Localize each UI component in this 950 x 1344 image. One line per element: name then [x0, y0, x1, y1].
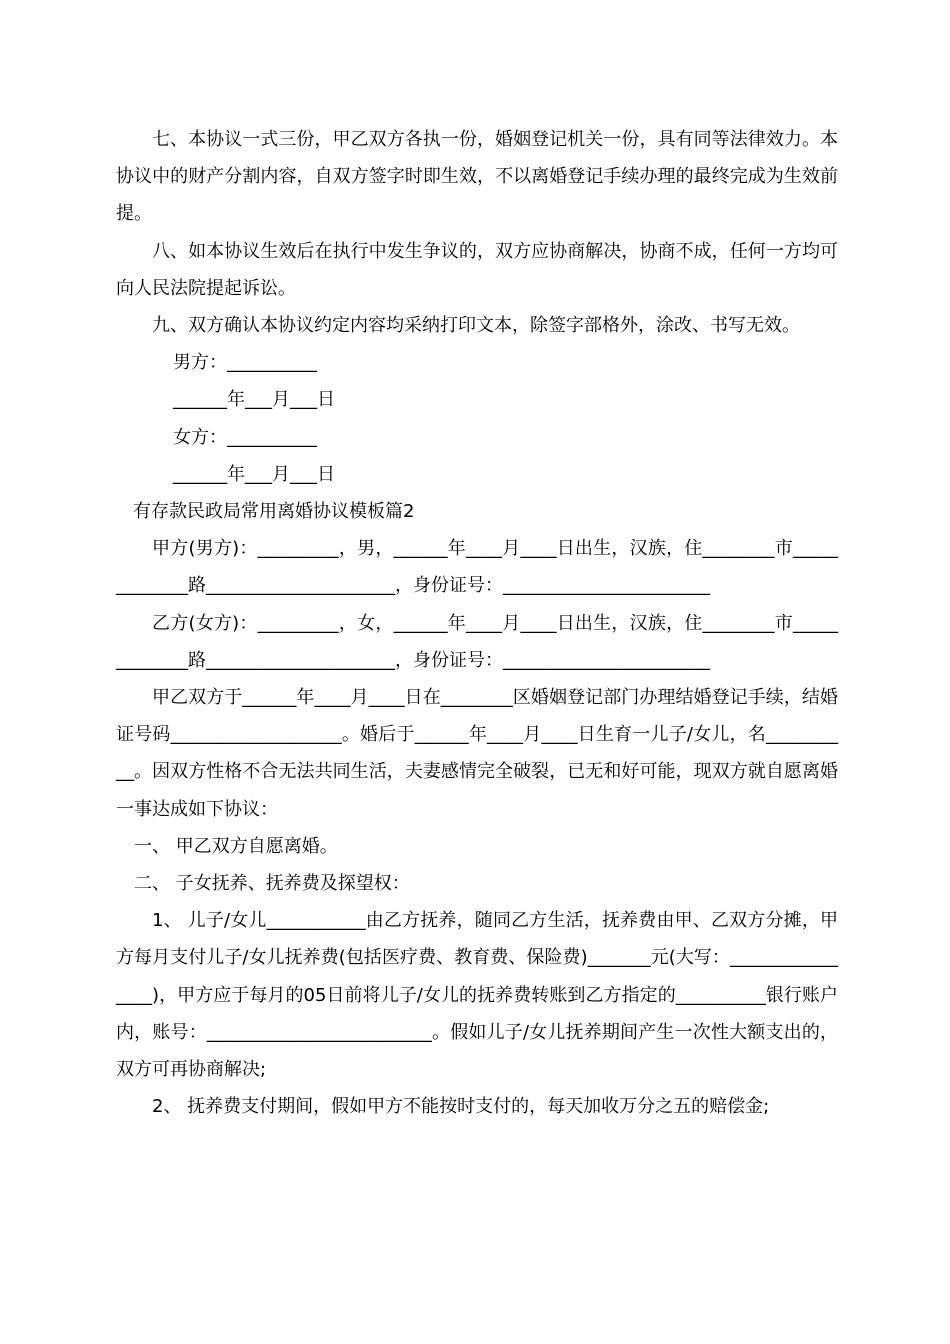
signature-male: 男方：__________: [173, 352, 317, 374]
clause-one: 一、 甲乙双方自愿离婚。: [134, 835, 338, 857]
signature-male-date: ______年___月___日: [173, 389, 335, 411]
document-body: [116, 121, 838, 1125]
section-title: 有存款民政局常用离婚协议模板篇2: [133, 501, 415, 523]
clause-two-item-2: 2、 抚养费支付期间，假如甲方不能按时支付的，每天加收万分之五的赔偿金;: [152, 1096, 770, 1118]
party-b-info: 乙方(女方)：_________，女，______年____月____日出生，汉族，住________市_____________路_____________________，身份证号：_______________________: [116, 612, 838, 671]
clause-nine: 九、双方确认本协议约定内容均采纳打印文本，除签字部格外，涂改、书写无效。: [152, 315, 800, 337]
clause-two: 二、 子女抚养、抚养费及探望权：: [134, 873, 410, 895]
clause-eight: 八、如本协议生效后在执行中发生争议的，双方应协商解决，协商不成，任何一方均可向人民法院提起诉讼。: [116, 240, 838, 299]
signature-female: 女方：__________: [173, 426, 317, 448]
clause-two-item-1: 1、 儿子/女儿___________由乙方抚养，随同乙方生活，抚养费由甲、乙双方分摊，甲方每月支付儿子/女儿抚养费(包括医疗费、教育费、保险费)_______元(大写：________________)，甲方应于每月的05日前将儿子/女儿的抚养费转账到乙方指定的__________银行账户内，账号：_________________________。假如儿子/女儿抚养期间产生一次性大额支出的，双方可再协商解决;: [116, 910, 838, 1081]
clause-seven: 七、本协议一式三份，甲乙双方各执一份，婚姻登记机关一份，具有同等法律效力。本协议中的财产分割内容，自双方签字时即生效，不以离婚登记手续办理的最终完成为生效前提。: [116, 129, 838, 225]
party-a-info: 甲方(男方)：_________，男，______年____月____日出生，汉族，住________市_____________路_____________________，身份证号：_______________________: [116, 538, 838, 597]
signature-female-date: ______年___月___日: [173, 463, 335, 485]
marriage-background: 甲乙双方于______年____月____日在________区婚姻登记部门办理结婚登记手续，结婚证号码___________________。婚后于______年____月____日生育一儿子/女儿，名__________。因双方性格不合无法共同生活，夫妻感情完全破裂，已无和好可能，现双方就自愿离婚一事达成如下协议：: [116, 687, 838, 820]
